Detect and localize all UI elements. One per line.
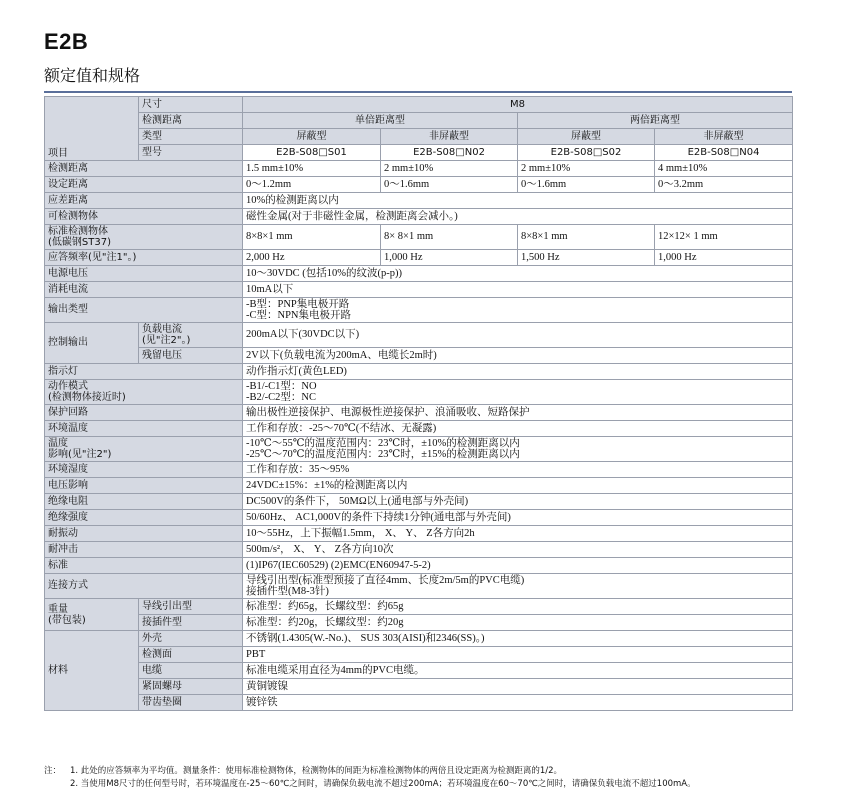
value-cell: 10%的检测距离以内 bbox=[243, 193, 793, 209]
value-cell: 标准电缆采用直径为4mm的PVC电缆。 bbox=[243, 663, 793, 679]
sub-label bbox=[139, 323, 243, 348]
sub-label: 接插件型 bbox=[139, 615, 243, 631]
sub-label: 残留电压 bbox=[139, 348, 243, 364]
table-row bbox=[45, 679, 793, 695]
unshield-header: 非屏蔽型 bbox=[655, 129, 793, 145]
table-row bbox=[45, 113, 793, 129]
single-distance-header: 单倍距离型 bbox=[243, 113, 518, 129]
table-row bbox=[45, 129, 793, 145]
value-cell bbox=[243, 574, 793, 599]
value-cell: 2 mm±10% bbox=[518, 161, 655, 177]
value-line: -B型：PNP集电极开路 bbox=[246, 299, 350, 310]
row-label: 设定距离 bbox=[45, 177, 243, 193]
value-cell: 输出极性逆接保护、电源极性逆接保护、浪涌吸收、短路保护 bbox=[243, 405, 793, 421]
table-row bbox=[45, 631, 793, 647]
model-cell: E2B-S08□N04 bbox=[655, 145, 793, 161]
value-cell: 工作和存放：-25～70℃(不结冰、无凝露) bbox=[243, 421, 793, 437]
table-row bbox=[45, 298, 793, 323]
value-cell: 动作指示灯(黄色LED) bbox=[243, 364, 793, 380]
model-cell: E2B-S08□N02 bbox=[381, 145, 518, 161]
row-label: 应答频率(见"注1"。) bbox=[45, 250, 243, 266]
row-label: 绝缘电阻 bbox=[45, 494, 243, 510]
row-label: 环境湿度 bbox=[45, 462, 243, 478]
value-line: 导线引出型(标准型预接了直径4mm、长度2m/5m的PVC电缆) bbox=[246, 575, 525, 586]
value-cell: 8× 8×1 mm bbox=[381, 225, 518, 250]
sub-label: 带齿垫圈 bbox=[139, 695, 243, 711]
row-label: 连接方式 bbox=[45, 574, 243, 599]
spec-table bbox=[44, 96, 793, 711]
title-rule bbox=[44, 91, 792, 93]
value-cell: 1.5 mm±10% bbox=[243, 161, 381, 177]
sub-label: 外壳 bbox=[139, 631, 243, 647]
value-cell: 0～1.6mm bbox=[518, 177, 655, 193]
row-label: 标准 bbox=[45, 558, 243, 574]
row-label: 电压影响 bbox=[45, 478, 243, 494]
value-cell: 10mA以下 bbox=[243, 282, 793, 298]
value-cell: 不锈钢(1.4305(W.-No.)、 SUS 303(AISI)和2346(SS)。) bbox=[243, 631, 793, 647]
row-label: 材料 bbox=[45, 631, 139, 711]
table-row bbox=[45, 145, 793, 161]
row-label: 环境温度 bbox=[45, 421, 243, 437]
label-line: (带包装) bbox=[48, 614, 86, 626]
value-cell: 标准型：约20g，长螺纹型：约20g bbox=[243, 615, 793, 631]
value-line: -B1/-C1型：NO bbox=[246, 381, 317, 392]
value-cell: 2,000 Hz bbox=[243, 250, 381, 266]
table-row bbox=[45, 177, 793, 193]
value-cell: 10～55Hz，上下振幅1.5mm， X、 Y、 Z各方向2h bbox=[243, 526, 793, 542]
type-label: 类型 bbox=[139, 129, 243, 145]
model-label: 型号 bbox=[139, 145, 243, 161]
value-cell: 1,000 Hz bbox=[655, 250, 793, 266]
row-label: 保护回路 bbox=[45, 405, 243, 421]
size-label: 尺寸 bbox=[139, 97, 243, 113]
value-line: -C型：NPN集电极开路 bbox=[246, 310, 352, 321]
model-cell: E2B-S08□S01 bbox=[243, 145, 381, 161]
label-line: (见"注2"。) bbox=[142, 335, 191, 346]
label-line: 标准检测物体 bbox=[48, 226, 108, 237]
table-row bbox=[45, 615, 793, 631]
value-cell: 24VDC±15%：±1%的检测距离以内 bbox=[243, 478, 793, 494]
value-cell: 8×8×1 mm bbox=[518, 225, 655, 250]
sub-label: 检测面 bbox=[139, 647, 243, 663]
row-label: 可检测物体 bbox=[45, 209, 243, 225]
model-cell: E2B-S08□S02 bbox=[518, 145, 655, 161]
double-distance-header: 两倍距离型 bbox=[518, 113, 793, 129]
table-row bbox=[45, 478, 793, 494]
value-cell: 黄铜镀镍 bbox=[243, 679, 793, 695]
value-cell: 10～30VDC (包括10%的纹波(p-p)) bbox=[243, 266, 793, 282]
table-row bbox=[45, 574, 793, 599]
table-row bbox=[45, 323, 793, 348]
sub-label: 紧固螺母 bbox=[139, 679, 243, 695]
table-row bbox=[45, 647, 793, 663]
value-cell bbox=[243, 437, 793, 462]
table-row bbox=[45, 97, 793, 113]
value-cell: 工作和存放：35～95% bbox=[243, 462, 793, 478]
value-line: -10℃～55℃的温度范围内：23℃时，±10%的检测距离以内 bbox=[246, 438, 520, 449]
item-header: 项目 bbox=[45, 97, 139, 161]
value-cell: 12×12× 1 mm bbox=[655, 225, 793, 250]
row-label: 耐振动 bbox=[45, 526, 243, 542]
sub-label: 导线引出型 bbox=[139, 599, 243, 615]
table-row bbox=[45, 421, 793, 437]
label-line: 温度 bbox=[48, 438, 68, 449]
distance-label: 检测距离 bbox=[139, 113, 243, 129]
row-label: 应差距离 bbox=[45, 193, 243, 209]
value-cell: 0～1.6mm bbox=[381, 177, 518, 193]
table-row bbox=[45, 494, 793, 510]
row-label bbox=[45, 437, 243, 462]
row-label bbox=[45, 380, 243, 405]
sub-label: 电缆 bbox=[139, 663, 243, 679]
value-cell: 标准型：约65g，长螺纹型：约65g bbox=[243, 599, 793, 615]
value-cell: DC500V的条件下， 50MΩ以上(通电部与外壳间) bbox=[243, 494, 793, 510]
shield-header: 屏蔽型 bbox=[518, 129, 655, 145]
table-row bbox=[45, 225, 793, 250]
section-title: 额定值和规格 bbox=[44, 66, 141, 85]
document-title: E2B bbox=[44, 29, 89, 54]
row-label bbox=[45, 599, 139, 631]
value-cell: 4 mm±10% bbox=[655, 161, 793, 177]
table-row bbox=[45, 161, 793, 177]
row-label: 指示灯 bbox=[45, 364, 243, 380]
table-row bbox=[45, 282, 793, 298]
value-cell: (1)IP67(IEC60529) (2)EMC(EN60947-5-2) bbox=[243, 558, 793, 574]
table-row bbox=[45, 209, 793, 225]
note-1: 1. 此处的应答频率为平均值。测量条件：使用标准检测物体，检测物体的间距为标准检测物体的两倍且设定距离为检测距离的1/2。 bbox=[70, 766, 562, 776]
label-line: 重量 bbox=[48, 603, 68, 615]
label-line: 动作模式 bbox=[48, 381, 88, 392]
value-cell: 500m/s²， X、 Y、 Z各方向10次 bbox=[243, 542, 793, 558]
table-row bbox=[45, 542, 793, 558]
row-label: 消耗电流 bbox=[45, 282, 243, 298]
table-row bbox=[45, 510, 793, 526]
row-label: 电源电压 bbox=[45, 266, 243, 282]
label-line: 负载电流 bbox=[142, 324, 182, 335]
value-line: -B2/-C2型：NC bbox=[246, 392, 317, 403]
row-label: 控制输出 bbox=[45, 323, 139, 364]
value-cell: 0～1.2mm bbox=[243, 177, 381, 193]
table-row bbox=[45, 599, 793, 615]
value-cell: 8×8×1 mm bbox=[243, 225, 381, 250]
table-row bbox=[45, 266, 793, 282]
value-line: -25℃～70℃的温度范围内：23℃时，±15%的检测距离以内 bbox=[246, 449, 520, 460]
value-cell: 200mA以下(30VDC以下) bbox=[243, 323, 793, 348]
row-label: 输出类型 bbox=[45, 298, 243, 323]
note-2: 2. 当使用M8尺寸的任何型号时，若环境温度在-25～60℃之间时，请确保负载电流不超过200mA；若环境温度在60～70℃之间时，请确保负载电流不超过100mA。 bbox=[70, 779, 696, 789]
table-row bbox=[45, 695, 793, 711]
shield-header: 屏蔽型 bbox=[243, 129, 381, 145]
table-row bbox=[45, 405, 793, 421]
row-label: 检测距离 bbox=[45, 161, 243, 177]
value-cell: 镀锌铁 bbox=[243, 695, 793, 711]
notes-label: 注： bbox=[44, 766, 62, 776]
table-row bbox=[45, 462, 793, 478]
value-cell: 1,000 Hz bbox=[381, 250, 518, 266]
label-line: (低碳钢ST37) bbox=[48, 237, 111, 248]
value-cell bbox=[243, 298, 793, 323]
table-row bbox=[45, 250, 793, 266]
table-row bbox=[45, 663, 793, 679]
table-row bbox=[45, 348, 793, 364]
value-cell: 0～3.2mm bbox=[655, 177, 793, 193]
value-cell: PBT bbox=[243, 647, 793, 663]
value-cell: 1,500 Hz bbox=[518, 250, 655, 266]
table-row bbox=[45, 437, 793, 462]
table-row bbox=[45, 526, 793, 542]
value-cell: 2V以下(负载电流为200mA、电缆长2m时) bbox=[243, 348, 793, 364]
size-value: M8 bbox=[243, 97, 793, 113]
table-row bbox=[45, 380, 793, 405]
table-row bbox=[45, 364, 793, 380]
value-cell: 磁性金属(对于非磁性金属，检测距离会减小。) bbox=[243, 209, 793, 225]
label-line: (检测物体接近时) bbox=[48, 392, 126, 403]
value-cell: 2 mm±10% bbox=[381, 161, 518, 177]
row-label bbox=[45, 225, 243, 250]
row-label: 耐冲击 bbox=[45, 542, 243, 558]
value-line: 接插件型(M8-3针) bbox=[246, 586, 329, 597]
table-row bbox=[45, 558, 793, 574]
value-cell: 50/60Hz、 AC1,000V的条件下持续1分钟(通电部与外壳间) bbox=[243, 510, 793, 526]
row-label: 绝缘强度 bbox=[45, 510, 243, 526]
label-line: 影响(见"注2") bbox=[48, 449, 112, 460]
unshield-header: 非屏蔽型 bbox=[381, 129, 518, 145]
value-cell bbox=[243, 380, 793, 405]
table-row bbox=[45, 193, 793, 209]
